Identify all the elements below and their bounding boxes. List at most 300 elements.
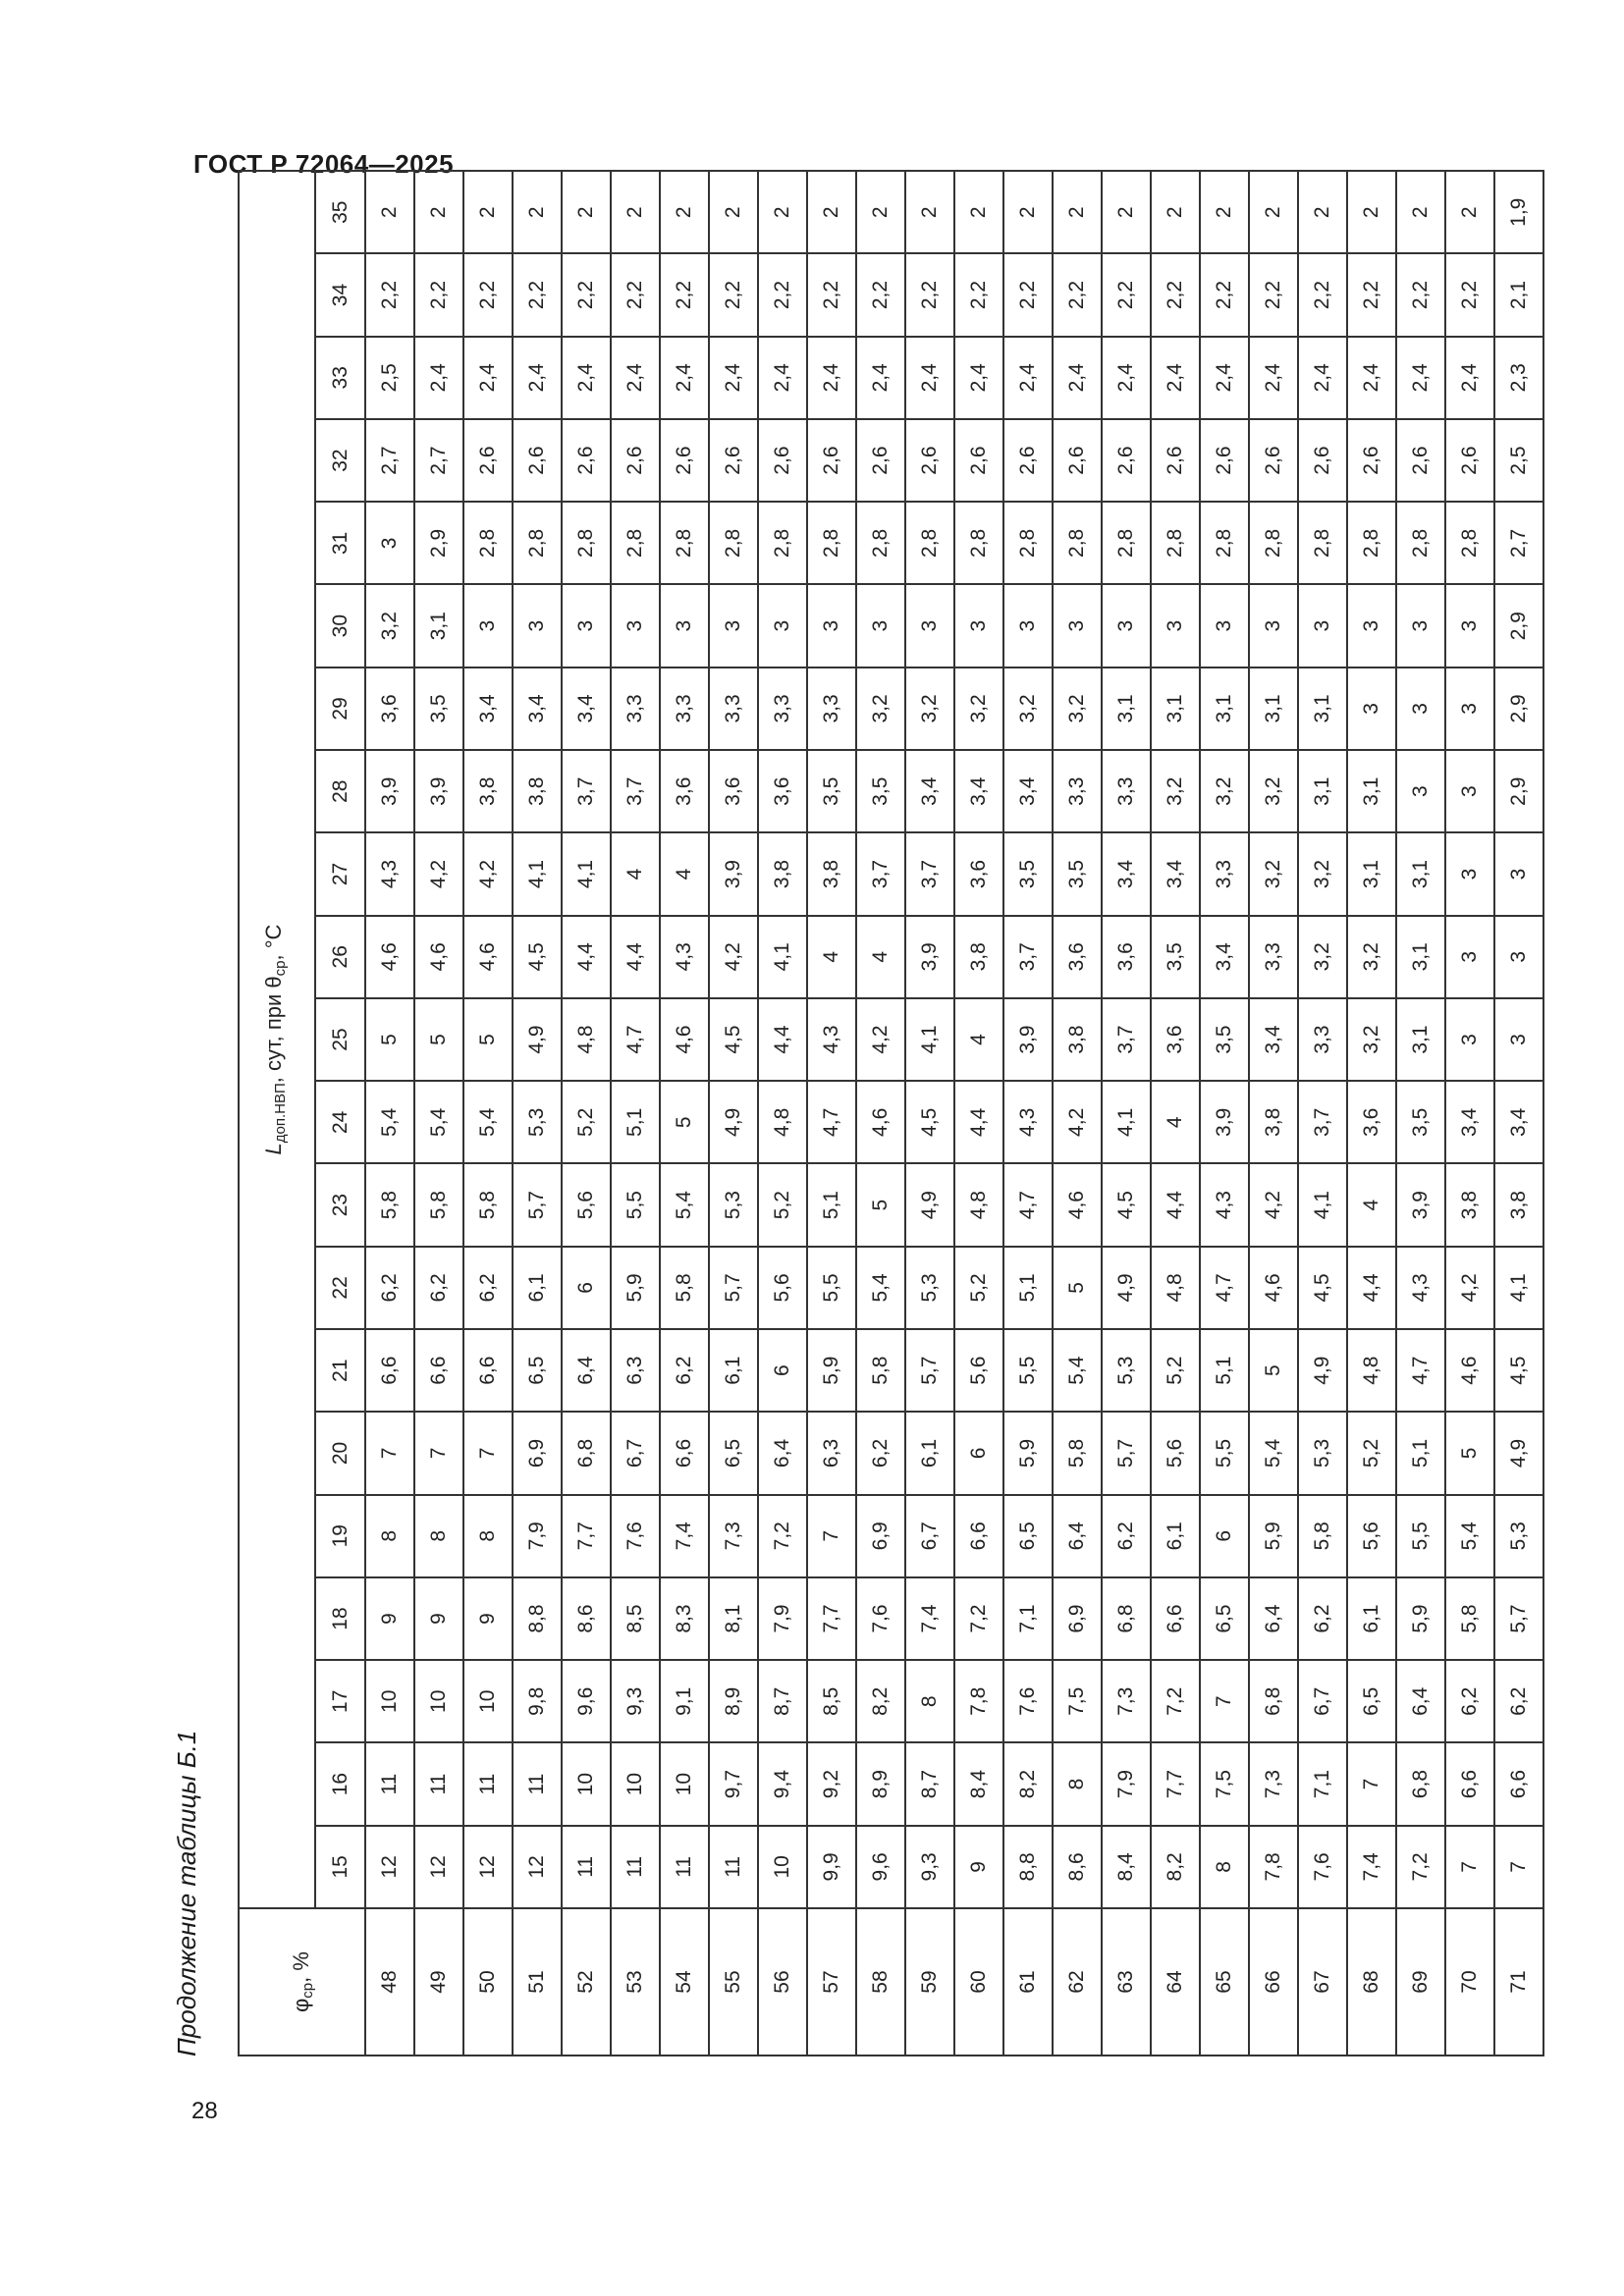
- duration-cell: 6,4: [1249, 1577, 1298, 1660]
- duration-cell: 3,9: [365, 750, 414, 832]
- duration-cell: 3,4: [513, 667, 562, 750]
- duration-cell: 6: [758, 1329, 807, 1412]
- table-row: [365, 171, 414, 2056]
- duration-cell: 2,4: [1396, 337, 1445, 419]
- duration-cell: 4,9: [1102, 1247, 1151, 1329]
- duration-cell: 2: [1347, 171, 1396, 253]
- document-header: ГОСТ Р 72064—2025: [193, 149, 455, 179]
- duration-cell: 3: [1396, 585, 1445, 667]
- duration-cell: 5,9: [611, 1247, 660, 1329]
- duration-cell: 10: [611, 1742, 660, 1825]
- duration-cell: 3: [905, 585, 954, 667]
- duration-cell: 5,1: [807, 1163, 856, 1246]
- duration-cell: 3,5: [1396, 1081, 1445, 1163]
- humidity-cell: 65: [1200, 1908, 1249, 2056]
- duration-cell: 2: [1200, 171, 1249, 253]
- duration-cell: 4: [954, 998, 1003, 1081]
- duration-cell: 6,4: [758, 1412, 807, 1494]
- duration-cell: 6,6: [463, 1329, 513, 1412]
- humidity-cell: 53: [611, 1908, 660, 2056]
- duration-cell: 2,2: [807, 253, 856, 336]
- duration-cell: 4,8: [1347, 1329, 1396, 1412]
- temperature-header-cell: 25: [315, 998, 365, 1081]
- duration-cell: 5,5: [611, 1163, 660, 1246]
- duration-cell: 2,2: [1102, 253, 1151, 336]
- duration-cell: 8,8: [513, 1577, 562, 1660]
- duration-cell: 6,7: [905, 1495, 954, 1577]
- duration-cell: 6,6: [1151, 1577, 1200, 1660]
- duration-cell: 11: [513, 1742, 562, 1825]
- duration-cell: 3,7: [1003, 916, 1053, 998]
- duration-cell: 4,6: [1445, 1329, 1494, 1412]
- duration-cell: 7,9: [1102, 1742, 1151, 1825]
- humidity-cell: 49: [414, 1908, 463, 2056]
- duration-cell: 6: [954, 1412, 1003, 1494]
- duration-cell: 3,4: [954, 750, 1003, 832]
- duration-cell: 2,8: [954, 502, 1003, 584]
- duration-cell: 10: [758, 1826, 807, 1908]
- temperature-header-cell: 15: [315, 1826, 365, 1908]
- duration-cell: 2,2: [463, 253, 513, 336]
- duration-cell: 3: [807, 585, 856, 667]
- theta-subscript: ср: [271, 960, 289, 977]
- duration-cell: 3: [611, 585, 660, 667]
- duration-cell: 4,1: [1494, 1247, 1543, 1329]
- duration-cell: 2: [562, 171, 611, 253]
- duration-cell: 3,5: [807, 750, 856, 832]
- duration-cell: 5,1: [1396, 1412, 1445, 1494]
- duration-cell: 2,7: [414, 419, 463, 502]
- duration-cell: 5,8: [660, 1247, 709, 1329]
- duration-cell: 4,6: [414, 916, 463, 998]
- duration-cell: 3,4: [1151, 832, 1200, 915]
- duration-cell: 4,7: [807, 1081, 856, 1163]
- duration-cell: 11: [414, 1742, 463, 1825]
- duration-cell: 6,8: [1396, 1742, 1445, 1825]
- duration-cell: 3,2: [1003, 667, 1053, 750]
- duration-cell: 5,2: [954, 1247, 1003, 1329]
- duration-cell: 5,2: [1151, 1329, 1200, 1412]
- humidity-cell: 62: [1053, 1908, 1102, 2056]
- duration-cell: 8,2: [1003, 1742, 1053, 1825]
- temperature-header-cell: 28: [315, 750, 365, 832]
- duration-cell: 3,2: [856, 667, 905, 750]
- duration-cell: 2,2: [1347, 253, 1396, 336]
- duration-cell: 3,8: [758, 832, 807, 915]
- duration-cell: 2,6: [1445, 419, 1494, 502]
- duration-cell: 3: [1445, 832, 1494, 915]
- duration-cell: 6,9: [1053, 1577, 1102, 1660]
- duration-cell: 5,4: [365, 1081, 414, 1163]
- duration-cell: 2,8: [807, 502, 856, 584]
- duration-cell: 4,2: [709, 916, 758, 998]
- table-header-row: [239, 171, 315, 2056]
- duration-cell: 4,8: [1151, 1247, 1200, 1329]
- duration-cell: 2,8: [1445, 502, 1494, 584]
- duration-cell: 4,7: [611, 998, 660, 1081]
- duration-cell: 2,4: [954, 337, 1003, 419]
- duration-cell: 2,9: [1494, 667, 1543, 750]
- duration-cell: 2,2: [1445, 253, 1494, 336]
- duration-cell: 12: [414, 1826, 463, 1908]
- duration-cell: 2: [1249, 171, 1298, 253]
- duration-cell: 3,8: [513, 750, 562, 832]
- duration-cell: 3,8: [1053, 998, 1102, 1081]
- duration-cell: 2,2: [905, 253, 954, 336]
- duration-cell: 6,2: [856, 1412, 905, 1494]
- duration-cell: 4,3: [1003, 1081, 1053, 1163]
- duration-cell: 2,8: [1151, 502, 1200, 584]
- duration-cell: 10: [414, 1660, 463, 1742]
- duration-cell: 2,4: [1053, 337, 1102, 419]
- duration-cell: 2,6: [954, 419, 1003, 502]
- duration-cell: 2,6: [611, 419, 660, 502]
- duration-cell: 3: [1445, 750, 1494, 832]
- duration-cell: 4,7: [1396, 1329, 1445, 1412]
- duration-cell: 2,6: [709, 419, 758, 502]
- duration-cell: 2: [611, 171, 660, 253]
- duration-cell: 2,6: [1298, 419, 1347, 502]
- duration-cell: 8,9: [856, 1742, 905, 1825]
- duration-cell: 2,8: [463, 502, 513, 584]
- duration-cell: 3: [1445, 998, 1494, 1081]
- duration-cell: 10: [463, 1660, 513, 1742]
- duration-cell: 4,3: [807, 998, 856, 1081]
- duration-cell: 5,8: [365, 1163, 414, 1246]
- duration-cell: 6,3: [611, 1329, 660, 1412]
- duration-cell: 11: [463, 1742, 513, 1825]
- duration-cell: 3,1: [414, 585, 463, 667]
- duration-cell: 3,5: [1053, 832, 1102, 915]
- duration-cell: 4,4: [611, 916, 660, 998]
- humidity-cell: 71: [1494, 1908, 1543, 2056]
- humidity-cell: 51: [513, 1908, 562, 2056]
- duration-cell: 2,2: [1298, 253, 1347, 336]
- humidity-cell: 63: [1102, 1908, 1151, 2056]
- duration-cell: 5,8: [1053, 1412, 1102, 1494]
- duration-cell: 8,9: [709, 1660, 758, 1742]
- duration-cell: 2,4: [856, 337, 905, 419]
- duration-cell: 2,6: [463, 419, 513, 502]
- duration-cell: 7: [807, 1495, 856, 1577]
- l-symbol: L: [260, 1143, 286, 1155]
- duration-cell: 3,6: [709, 750, 758, 832]
- duration-cell: 4,1: [562, 832, 611, 915]
- duration-cell: 3,1: [1298, 667, 1347, 750]
- duration-cell: 7,7: [1151, 1742, 1200, 1825]
- duration-cell: 7,4: [1347, 1826, 1396, 1908]
- humidity-cell: 57: [807, 1908, 856, 2056]
- duration-cell: 2,4: [807, 337, 856, 419]
- duration-cell: 4: [856, 916, 905, 998]
- duration-cell: 2: [905, 171, 954, 253]
- duration-cell: 2,8: [1298, 502, 1347, 584]
- duration-cell: 5,5: [1396, 1495, 1445, 1577]
- duration-cell: 6,3: [807, 1412, 856, 1494]
- temperature-header-cell: 30: [315, 585, 365, 667]
- duration-cell: 2,4: [660, 337, 709, 419]
- duration-cell: 3,6: [1151, 998, 1200, 1081]
- humidity-cell: 67: [1298, 1908, 1347, 2056]
- duration-cell: 5,3: [905, 1247, 954, 1329]
- duration-cell: 12: [365, 1826, 414, 1908]
- duration-cell: 3,3: [1249, 916, 1298, 998]
- duration-cell: 5,4: [463, 1081, 513, 1163]
- duration-cell: 3,2: [1298, 916, 1347, 998]
- duration-cell: 7,7: [807, 1577, 856, 1660]
- duration-cell: 9,6: [562, 1660, 611, 1742]
- duration-cell: 6,8: [562, 1412, 611, 1494]
- duration-cell: 2,6: [562, 419, 611, 502]
- duration-cell: 6,1: [709, 1329, 758, 1412]
- duration-cell: 2,8: [1053, 502, 1102, 584]
- duration-cell: 3,2: [905, 667, 954, 750]
- duration-cell: 8: [414, 1495, 463, 1577]
- duration-cell: 4,1: [758, 916, 807, 998]
- temperature-header-cell: 31: [315, 502, 365, 584]
- duration-cell: 8: [365, 1495, 414, 1577]
- duration-cell: 6,2: [1298, 1577, 1347, 1660]
- duration-cell: 2,2: [1003, 253, 1053, 336]
- duration-cell: 3,1: [1151, 667, 1200, 750]
- duration-cell: 5,2: [1347, 1412, 1396, 1494]
- duration-cell: 3,9: [905, 916, 954, 998]
- duration-cell: 4,3: [660, 916, 709, 998]
- duration-cell: 5,6: [1347, 1495, 1396, 1577]
- duration-cell: 6,5: [1003, 1495, 1053, 1577]
- duration-cell: 6,8: [1102, 1577, 1151, 1660]
- duration-cell: 3,5: [1151, 916, 1200, 998]
- rotated-table-block: [167, 197, 1530, 2056]
- humidity-cell: 56: [758, 1908, 807, 2056]
- duration-cell: 4: [611, 832, 660, 915]
- humidity-cell: 60: [954, 1908, 1003, 2056]
- duration-cell: 4,4: [1347, 1247, 1396, 1329]
- duration-cell: 4,6: [856, 1081, 905, 1163]
- duration-cell: 2,2: [856, 253, 905, 336]
- duration-cell: 2,6: [513, 419, 562, 502]
- duration-cell: 4,1: [1102, 1081, 1151, 1163]
- duration-cell: 3,1: [1249, 667, 1298, 750]
- duration-cell: 8,7: [905, 1742, 954, 1825]
- duration-cell: 5,4: [1249, 1412, 1298, 1494]
- duration-cell: 2,6: [1003, 419, 1053, 502]
- duration-cell: 2,9: [1494, 585, 1543, 667]
- temperature-header-cell: 34: [315, 253, 365, 336]
- table-row: [905, 171, 954, 2056]
- humidity-cell: 64: [1151, 1908, 1200, 2056]
- duration-cell: 2,6: [1151, 419, 1200, 502]
- duration-cell: 4,1: [513, 832, 562, 915]
- duration-cell: 2,8: [1347, 502, 1396, 584]
- duration-cell: 5: [365, 998, 414, 1081]
- duration-cell: 4,7: [1003, 1163, 1053, 1246]
- duration-cell: 3,1: [1347, 832, 1396, 915]
- duration-cell: 7,1: [1298, 1742, 1347, 1825]
- duration-cell: 3: [1347, 667, 1396, 750]
- duration-cell: 6: [562, 1247, 611, 1329]
- duration-cell: 5,4: [1053, 1329, 1102, 1412]
- duration-cell: 8,1: [709, 1577, 758, 1660]
- duration-cell: 3,6: [758, 750, 807, 832]
- humidity-cell: 54: [660, 1908, 709, 2056]
- column-group-header: [239, 171, 315, 1908]
- duration-cell: 2,8: [660, 502, 709, 584]
- duration-cell: 3: [1494, 998, 1543, 1081]
- duration-cell: 7: [414, 1412, 463, 1494]
- duration-cell: 4,7: [1200, 1247, 1249, 1329]
- duration-cell: 3,6: [365, 667, 414, 750]
- humidity-cell: 58: [856, 1908, 905, 2056]
- duration-cell: 2,4: [463, 337, 513, 419]
- duration-cell: 6,1: [905, 1412, 954, 1494]
- duration-cell: 3: [513, 585, 562, 667]
- duration-cell: 5,7: [709, 1247, 758, 1329]
- table-row: [758, 171, 807, 2056]
- duration-cell: 7: [463, 1412, 513, 1494]
- duration-cell: 9,2: [807, 1742, 856, 1825]
- duration-cell: 2: [1396, 171, 1445, 253]
- duration-cell: 4,2: [856, 998, 905, 1081]
- duration-cell: 3: [709, 585, 758, 667]
- duration-cell: 7,3: [709, 1495, 758, 1577]
- duration-cell: 6,2: [1494, 1660, 1543, 1742]
- duration-cell: 3,5: [856, 750, 905, 832]
- duration-cell: 2,8: [856, 502, 905, 584]
- duration-cell: 2,8: [1396, 502, 1445, 584]
- duration-cell: 7,2: [954, 1577, 1003, 1660]
- duration-cell: 2,4: [414, 337, 463, 419]
- duration-cell: 7,2: [1396, 1826, 1445, 1908]
- duration-cell: 9,3: [611, 1660, 660, 1742]
- duration-cell: 5,3: [1298, 1412, 1347, 1494]
- temperature-header-cell: 19: [315, 1495, 365, 1577]
- duration-cell: 5,5: [807, 1247, 856, 1329]
- table-row: [1396, 171, 1445, 2056]
- duration-cell: 2,6: [1347, 419, 1396, 502]
- temperature-header-cell: 35: [315, 171, 365, 253]
- duration-cell: 3,1: [1396, 832, 1445, 915]
- duration-cell: 5,7: [1494, 1577, 1543, 1660]
- duration-cell: 2,2: [365, 253, 414, 336]
- duration-cell: 3,9: [1003, 998, 1053, 1081]
- duration-cell: 5,1: [1003, 1247, 1053, 1329]
- duration-cell: 3,2: [1053, 667, 1102, 750]
- temperature-header-cell: 29: [315, 667, 365, 750]
- duration-cell: 5: [856, 1163, 905, 1246]
- duration-cell: 2: [709, 171, 758, 253]
- duration-cell: 4,3: [365, 832, 414, 915]
- duration-cell: 6,2: [660, 1329, 709, 1412]
- duration-cell: 8,5: [807, 1660, 856, 1742]
- temperature-header-cell: 32: [315, 419, 365, 502]
- duration-cell: 3,9: [1396, 1163, 1445, 1246]
- duration-cell: 12: [513, 1826, 562, 1908]
- duration-cell: 4,9: [905, 1163, 954, 1246]
- duration-cell: 4,1: [1298, 1163, 1347, 1246]
- duration-cell: 2: [807, 171, 856, 253]
- duration-cell: 2,6: [1053, 419, 1102, 502]
- duration-cell: 2: [660, 171, 709, 253]
- duration-cell: 6,9: [856, 1495, 905, 1577]
- duration-cell: 3: [1102, 585, 1151, 667]
- duration-cell: 2: [1102, 171, 1151, 253]
- duration-cell: 3,9: [414, 750, 463, 832]
- duration-cell: 4,2: [463, 832, 513, 915]
- duration-cell: 8,6: [562, 1577, 611, 1660]
- duration-cell: 2,4: [1249, 337, 1298, 419]
- duration-cell: 5: [1445, 1412, 1494, 1494]
- duration-cell: 2: [1003, 171, 1053, 253]
- temperature-header-cell: 23: [315, 1163, 365, 1246]
- duration-cell: 9,3: [905, 1826, 954, 1908]
- duration-cell: 2,6: [807, 419, 856, 502]
- table-row: [1494, 171, 1543, 2056]
- duration-cell: 3: [1396, 750, 1445, 832]
- table-row: [954, 171, 1003, 2056]
- duration-cell: 2,6: [1249, 419, 1298, 502]
- duration-cell: 7: [1494, 1826, 1543, 1908]
- duration-cell: 4: [807, 916, 856, 998]
- duration-cell: 2,6: [758, 419, 807, 502]
- duration-cell: 7,6: [856, 1577, 905, 1660]
- humidity-cell: 59: [905, 1908, 954, 2056]
- duration-cell: 3,7: [1102, 998, 1151, 1081]
- table-caption: Продолжение таблицы Б.1: [172, 1730, 201, 2056]
- duration-cell: 5: [660, 1081, 709, 1163]
- duration-cell: 3,2: [1200, 750, 1249, 832]
- duration-cell: 4: [1151, 1081, 1200, 1163]
- duration-cell: 5,6: [954, 1329, 1003, 1412]
- duration-cell: 3,8: [1494, 1163, 1543, 1246]
- duration-cell: 2,6: [1200, 419, 1249, 502]
- humidity-cell: 55: [709, 1908, 758, 2056]
- duration-cell: 2,4: [513, 337, 562, 419]
- duration-cell: 2,2: [513, 253, 562, 336]
- duration-cell: 3: [1151, 585, 1200, 667]
- duration-cell: 3,8: [463, 750, 513, 832]
- duration-cell: 2,2: [562, 253, 611, 336]
- duration-cell: 2,6: [1396, 419, 1445, 502]
- duration-cell: 6,1: [513, 1247, 562, 1329]
- temperature-header-cell: 21: [315, 1329, 365, 1412]
- duration-cell: 2,4: [1102, 337, 1151, 419]
- duration-cell: 3,5: [1003, 832, 1053, 915]
- duration-cell: 5,3: [709, 1163, 758, 1246]
- duration-cell: 7,8: [954, 1660, 1003, 1742]
- duration-cell: 9,4: [758, 1742, 807, 1825]
- duration-cell: 7,2: [758, 1495, 807, 1577]
- duration-cell: 8,8: [1003, 1826, 1053, 1908]
- temperature-header-cell: 22: [315, 1247, 365, 1329]
- duration-cell: 5,7: [1102, 1412, 1151, 1494]
- duration-cell: 3,2: [1347, 916, 1396, 998]
- duration-cell: 8,7: [758, 1660, 807, 1742]
- duration-cell: 6,9: [513, 1412, 562, 1494]
- duration-cell: 3: [856, 585, 905, 667]
- temperature-header-row: [315, 171, 365, 2056]
- duration-cell: 8,3: [660, 1577, 709, 1660]
- duration-cell: 4,5: [513, 916, 562, 998]
- duration-cell: 4,5: [905, 1081, 954, 1163]
- duration-cell: 3,4: [562, 667, 611, 750]
- duration-cell: 3,6: [1102, 916, 1151, 998]
- duration-cell: 10: [365, 1660, 414, 1742]
- duration-cell: 3,3: [1102, 750, 1151, 832]
- duration-cell: 8,4: [1102, 1826, 1151, 1908]
- duration-cell: 3,4: [1003, 750, 1053, 832]
- duration-cell: 4,1: [905, 998, 954, 1081]
